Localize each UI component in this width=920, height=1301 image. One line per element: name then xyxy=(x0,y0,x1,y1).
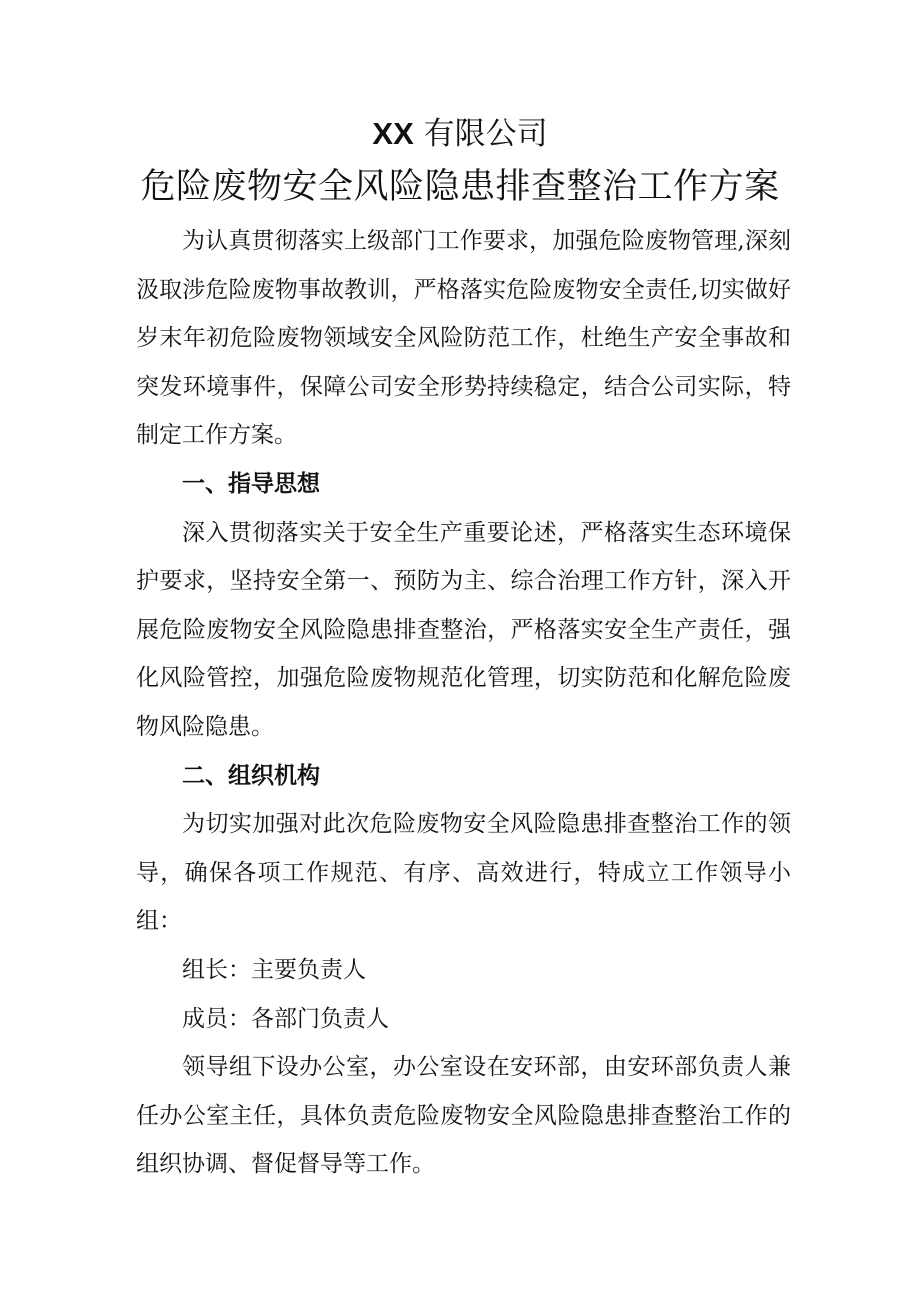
section-paragraph-guiding-ideology: 深入贯彻落实关于安全生产重要论述，严格落实生态环境保护要求，坚持安全第一、预防为主、综合治理工作方针，深入开展危险废物安全风险隐患排查整治，严格落实安全生产责任，强化风险管控，加强危险废物规范化管理，切实防范和化解危险废物风险隐患。 xyxy=(136,519,791,740)
document-body xyxy=(136,217,791,1189)
section-heading-guiding-ideology: 一、指导思想 xyxy=(182,470,320,497)
section-paragraph-organization: 为切实加强对此次危险废物安全风险隐患排查整治工作的领导，确保各项工作规范、有序、高效进行，特成立工作领导小组： xyxy=(136,811,791,935)
group-leader-line: 组长：主要负责人 xyxy=(182,956,366,983)
document-title: 危险废物安全风险隐患排查整治工作方案 xyxy=(140,167,780,207)
office-paragraph: 领导组下设办公室，办公室设在安环部，由安环部负责人兼任办公室主任，具体负责危险废物安全风险隐患排查整治工作的组织协调、督促督导等工作。 xyxy=(136,1054,791,1178)
company-title xyxy=(0,112,920,156)
company-suffix: 有限公司 xyxy=(423,116,548,152)
company-prefix: XX xyxy=(372,116,414,151)
intro-paragraph: 为认真贯彻落实上级部门工作要求，加强危险废物管理,深刻汲取涉危险废物事故教训，严格落实危险废物安全责任,切实做好岁末年初危险废物领域安全风险防范工作，杜绝生产安全事故和突发环境事件，保障公司安全形势持续稳定，结合公司实际，特制定工作方案。 xyxy=(136,228,791,449)
group-members-line: 成员：各部门负责人 xyxy=(182,1005,389,1032)
section-heading-organization: 二、组织机构 xyxy=(182,762,320,789)
